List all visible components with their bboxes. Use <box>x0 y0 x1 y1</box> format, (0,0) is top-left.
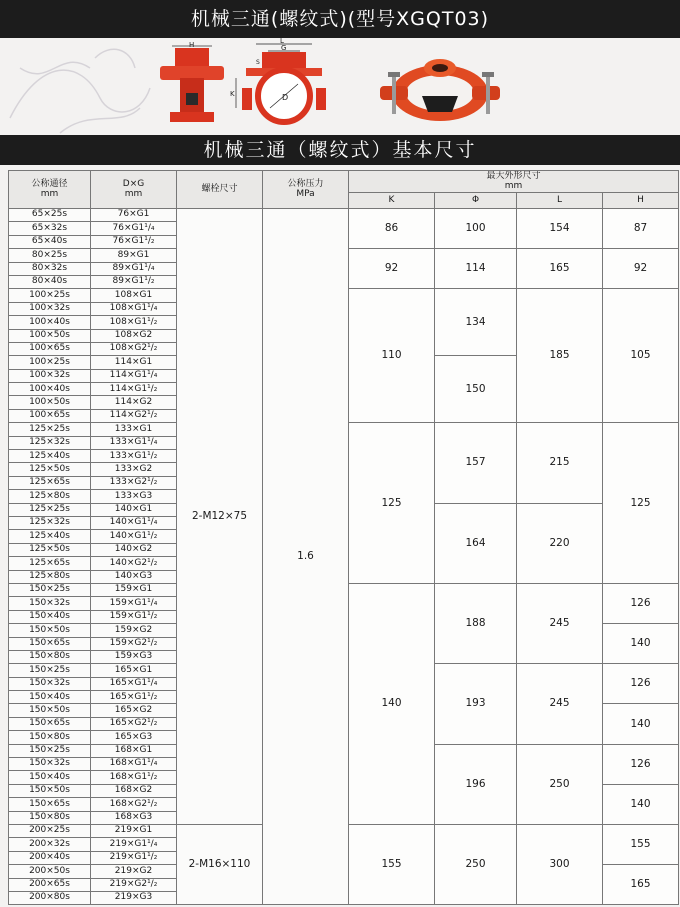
cell-dxg: 168×G1 <box>91 744 177 757</box>
cell-dxg: 133×G1 <box>91 423 177 436</box>
cell-phi: 250 <box>435 824 517 904</box>
cell-phi: 164 <box>435 503 517 583</box>
cell-nominal-dia: 150×65s <box>9 717 91 730</box>
cell-nominal-dia: 150×65s <box>9 798 91 811</box>
cell-phi: 114 <box>435 249 517 289</box>
cell-dxg: 165×G2 <box>91 704 177 717</box>
cell-dxg: 133×G2 <box>91 463 177 476</box>
product-illustration <box>0 38 680 135</box>
cell-nominal-dia: 125×32s <box>9 516 91 529</box>
cell-dxg: 159×G2¹/₂ <box>91 637 177 650</box>
cell-l: 185 <box>517 289 603 423</box>
cell-dxg: 133×G1¹/₄ <box>91 436 177 449</box>
cell-dxg: 133×G1¹/₂ <box>91 450 177 463</box>
cell-dxg: 140×G1¹/₄ <box>91 516 177 529</box>
cell-nominal-dia: 125×40s <box>9 530 91 543</box>
cell-h: 105 <box>603 289 679 423</box>
cell-dxg: 168×G1¹/₂ <box>91 771 177 784</box>
cell-nominal-dia: 150×80s <box>9 650 91 663</box>
tee-front-view <box>160 46 224 122</box>
cell-h: 165 <box>603 865 679 905</box>
cell-dxg: 76×G1¹/₂ <box>91 235 177 248</box>
cell-nominal-dia: 100×50s <box>9 396 91 409</box>
cell-h: 140 <box>603 704 679 744</box>
cell-nominal-dia: 150×50s <box>9 624 91 637</box>
cell-dxg: 108×G2¹/₂ <box>91 342 177 355</box>
header-nominal-dia: 公称通径 mm <box>9 171 91 209</box>
header-bolt: 螺栓尺寸 <box>177 171 263 209</box>
cell-nominal-dia: 100×32s <box>9 369 91 382</box>
label-l: L <box>280 38 284 45</box>
cell-nominal-dia: 125×40s <box>9 450 91 463</box>
cell-dxg: 114×G2¹/₂ <box>91 409 177 422</box>
cell-nominal-dia: 125×65s <box>9 476 91 489</box>
table-row <box>9 209 679 222</box>
cell-dxg: 165×G1¹/₄ <box>91 677 177 690</box>
cell-nominal-dia: 200×80s <box>9 891 91 904</box>
cell-l: 165 <box>517 249 603 289</box>
header-pressure: 公称压力 MPa <box>263 171 349 209</box>
floral-ornament <box>10 49 150 133</box>
cell-dxg: 89×G1¹/₄ <box>91 262 177 275</box>
header-l: L <box>517 193 603 209</box>
cell-dxg: 108×G1 <box>91 289 177 302</box>
cell-l: 250 <box>517 744 603 824</box>
cell-dxg: 89×G1¹/₂ <box>91 275 177 288</box>
cell-nominal-dia: 200×32s <box>9 838 91 851</box>
label-d: D <box>282 93 289 102</box>
cell-h: 92 <box>603 249 679 289</box>
cell-phi: 157 <box>435 423 517 503</box>
cell-bolt: 2-M16×110 <box>177 824 263 904</box>
cell-nominal-dia: 100×65s <box>9 342 91 355</box>
cell-nominal-dia: 125×80s <box>9 570 91 583</box>
cell-nominal-dia: 65×25s <box>9 209 91 222</box>
cell-pressure: 1.6 <box>263 209 349 905</box>
cell-dxg: 108×G2 <box>91 329 177 342</box>
cell-dxg: 219×G1¹/₄ <box>91 838 177 851</box>
label-h: H <box>189 41 195 49</box>
cell-dxg: 219×G1¹/₂ <box>91 851 177 864</box>
cell-dxg: 219×G2¹/₂ <box>91 878 177 891</box>
cell-dxg: 165×G3 <box>91 731 177 744</box>
cell-l: 215 <box>517 423 603 503</box>
cell-h: 155 <box>603 824 679 864</box>
cell-nominal-dia: 150×32s <box>9 677 91 690</box>
cell-nominal-dia: 100×25s <box>9 289 91 302</box>
cell-phi: 134 <box>435 289 517 356</box>
cell-nominal-dia: 100×40s <box>9 383 91 396</box>
cell-dxg: 89×G1 <box>91 249 177 262</box>
cell-h: 126 <box>603 744 679 784</box>
cell-nominal-dia: 100×50s <box>9 329 91 342</box>
cell-nominal-dia: 150×32s <box>9 758 91 771</box>
cell-dxg: 159×G1¹/₄ <box>91 597 177 610</box>
cell-dxg: 114×G1¹/₂ <box>91 383 177 396</box>
tee-side-view <box>236 44 326 122</box>
cell-dxg: 159×G2 <box>91 624 177 637</box>
cell-nominal-dia: 200×40s <box>9 851 91 864</box>
dimension-table <box>8 170 679 905</box>
header-k: K <box>349 193 435 209</box>
cell-dxg: 168×G2 <box>91 784 177 797</box>
cell-h: 140 <box>603 784 679 824</box>
cell-dxg: 159×G1 <box>91 583 177 596</box>
cell-phi: 193 <box>435 664 517 744</box>
cell-nominal-dia: 150×40s <box>9 771 91 784</box>
cell-nominal-dia: 150×25s <box>9 583 91 596</box>
cell-nominal-dia: 65×40s <box>9 235 91 248</box>
cell-l: 300 <box>517 824 603 904</box>
page-title: 机械三通(螺纹式)(型号XGQT03) <box>0 0 680 38</box>
cell-nominal-dia: 150×80s <box>9 811 91 824</box>
cell-nominal-dia: 150×40s <box>9 691 91 704</box>
cell-phi: 196 <box>435 744 517 824</box>
cell-nominal-dia: 125×50s <box>9 463 91 476</box>
cell-dxg: 219×G2 <box>91 865 177 878</box>
cell-h: 87 <box>603 209 679 249</box>
cell-nominal-dia: 200×50s <box>9 865 91 878</box>
cell-dxg: 114×G1¹/₄ <box>91 369 177 382</box>
header-dxg: D×G mm <box>91 171 177 209</box>
cell-phi: 100 <box>435 209 517 249</box>
cell-dxg: 168×G2¹/₂ <box>91 798 177 811</box>
cell-nominal-dia: 150×50s <box>9 784 91 797</box>
cell-nominal-dia: 150×80s <box>9 731 91 744</box>
cell-dxg: 76×G1¹/₄ <box>91 222 177 235</box>
cell-nominal-dia: 125×50s <box>9 543 91 556</box>
cell-dxg: 114×G2 <box>91 396 177 409</box>
cell-dxg: 114×G1 <box>91 356 177 369</box>
header-h: H <box>603 193 679 209</box>
cell-dxg: 219×G1 <box>91 824 177 837</box>
label-g: G <box>281 44 287 52</box>
cell-dxg: 165×G1¹/₂ <box>91 691 177 704</box>
cell-h: 140 <box>603 624 679 664</box>
cell-dxg: 168×G1¹/₄ <box>91 758 177 771</box>
cell-dxg: 140×G1¹/₂ <box>91 530 177 543</box>
header-phi: Φ <box>435 193 517 209</box>
cell-nominal-dia: 80×32s <box>9 262 91 275</box>
cell-l: 154 <box>517 209 603 249</box>
cell-nominal-dia: 150×65s <box>9 637 91 650</box>
cell-dxg: 140×G2¹/₂ <box>91 557 177 570</box>
cell-nominal-dia: 150×25s <box>9 744 91 757</box>
cell-dxg: 168×G3 <box>91 811 177 824</box>
cell-dxg: 133×G2¹/₂ <box>91 476 177 489</box>
cell-nominal-dia: 125×65s <box>9 557 91 570</box>
cell-dxg: 76×G1 <box>91 209 177 222</box>
cell-nominal-dia: 150×32s <box>9 597 91 610</box>
cell-l: 245 <box>517 583 603 663</box>
cell-k: 155 <box>349 824 435 904</box>
cell-h: 125 <box>603 423 679 584</box>
cell-nominal-dia: 100×65s <box>9 409 91 422</box>
cell-nominal-dia: 150×50s <box>9 704 91 717</box>
cell-h: 126 <box>603 664 679 704</box>
label-k: K <box>230 90 235 98</box>
cell-dxg: 159×G1¹/₂ <box>91 610 177 623</box>
cell-dxg: 165×G1 <box>91 664 177 677</box>
cell-dxg: 133×G3 <box>91 490 177 503</box>
cell-dxg: 165×G2¹/₂ <box>91 717 177 730</box>
label-s: S <box>256 59 260 66</box>
cell-dxg: 108×G1¹/₄ <box>91 302 177 315</box>
cell-nominal-dia: 200×65s <box>9 878 91 891</box>
cell-dxg: 108×G1¹/₂ <box>91 316 177 329</box>
cell-nominal-dia: 80×40s <box>9 275 91 288</box>
cell-nominal-dia: 150×40s <box>9 610 91 623</box>
cell-l: 220 <box>517 503 603 583</box>
cell-dxg: 140×G2 <box>91 543 177 556</box>
cell-k: 140 <box>349 583 435 824</box>
cell-dxg: 140×G3 <box>91 570 177 583</box>
cell-dxg: 159×G3 <box>91 650 177 663</box>
cell-k: 125 <box>349 423 435 584</box>
cell-k: 92 <box>349 249 435 289</box>
cell-nominal-dia: 150×25s <box>9 664 91 677</box>
cell-nominal-dia: 100×32s <box>9 302 91 315</box>
cell-k: 110 <box>349 289 435 423</box>
cell-l: 245 <box>517 664 603 744</box>
cell-nominal-dia: 125×25s <box>9 423 91 436</box>
cell-nominal-dia: 100×40s <box>9 316 91 329</box>
cell-h: 126 <box>603 583 679 623</box>
section-title: 机械三通（螺纹式）基本尺寸 <box>0 135 680 165</box>
cell-nominal-dia: 125×25s <box>9 503 91 516</box>
cell-nominal-dia: 100×25s <box>9 356 91 369</box>
cell-k: 86 <box>349 209 435 249</box>
cell-bolt: 2-M12×75 <box>177 209 263 825</box>
table-body <box>9 209 679 905</box>
cell-dxg: 140×G1 <box>91 503 177 516</box>
tee-3d-render <box>380 59 500 121</box>
cell-dxg: 219×G3 <box>91 891 177 904</box>
cell-nominal-dia: 80×25s <box>9 249 91 262</box>
cell-phi: 150 <box>435 356 517 423</box>
cell-nominal-dia: 125×80s <box>9 490 91 503</box>
cell-nominal-dia: 65×32s <box>9 222 91 235</box>
cell-nominal-dia: 125×32s <box>9 436 91 449</box>
cell-nominal-dia: 200×25s <box>9 824 91 837</box>
cell-phi: 188 <box>435 583 517 663</box>
header-max-dim: 最大外形尺寸 mm <box>349 171 679 193</box>
